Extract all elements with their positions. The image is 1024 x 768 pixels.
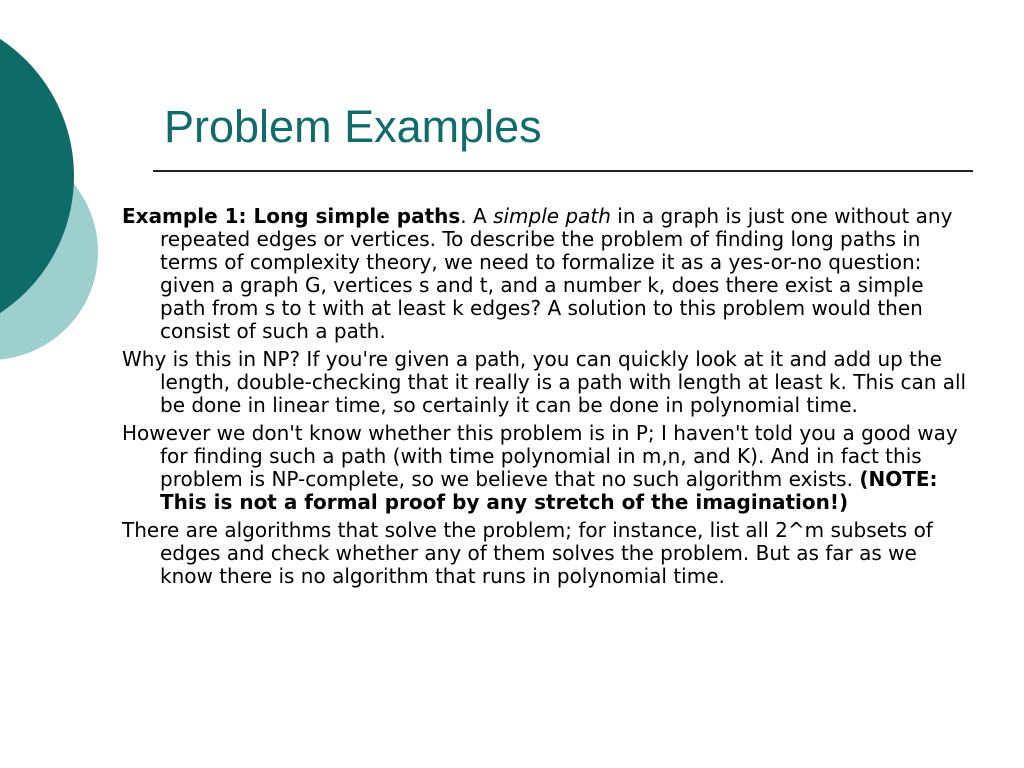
paragraph-np-complete: [122, 422, 967, 514]
title-divider: [153, 170, 973, 172]
paragraph-algorithms: [122, 519, 967, 588]
page-title: Problem Examples: [164, 101, 542, 152]
np-complete-text: However we don't know whether this problem is in P; I haven't told you a good way for finding such a path (with time polynomial in m,n, and K). And in fact this problem is NP-complete, so we believe that no such algorithm exists.: [122, 421, 958, 491]
slide-body: [122, 205, 967, 593]
note-text: (NOTE: This is not a formal proof by any stretch of the imagination!): [160, 467, 938, 514]
paragraph-example-1: [122, 205, 967, 343]
example-heading: Example 1: Long simple paths: [122, 204, 461, 228]
example-heading-punct: . A: [460, 204, 494, 228]
why-np-text: Why is this in NP? If you're given a path, you can quickly look at it and add up the length, double-checking that it really is a path with length at least k. This can all be done in linear time, so certainly it can be done in polynomial time.: [122, 347, 967, 417]
algorithms-text: There are algorithms that solve the problem; for instance, list all 2^m subsets of edges and check whether any of them solves the problem. But as far as we know there is no algorithm that runs in polynomial time.: [122, 518, 933, 588]
simple-path-term: simple path: [493, 204, 611, 228]
paragraph-why-np: [122, 348, 967, 417]
example-text: in a graph is just one without any repeated edges or vertices. To describe the problem of finding long paths in terms of complexity theory, we need to formalize it as a yes-or-no question: given a graph G, vertices s and t, and a number k, does there exist a simple path from s to t with at least k edges? A solution to this problem would then consist of such a path.: [160, 204, 953, 343]
decorative-circles: [0, 0, 110, 400]
